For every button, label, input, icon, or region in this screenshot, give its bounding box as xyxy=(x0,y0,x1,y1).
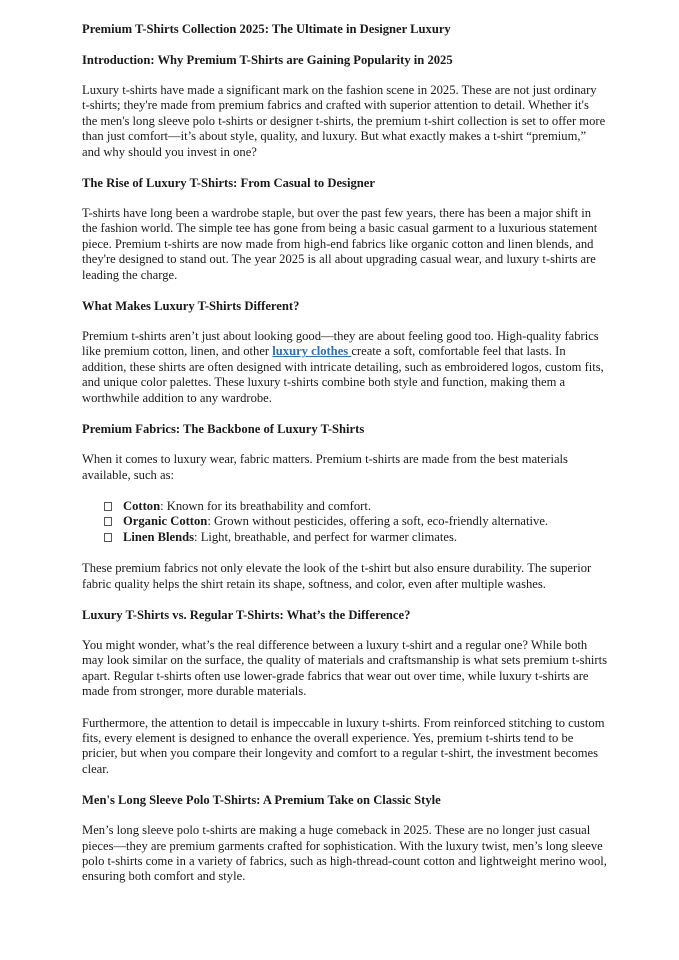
square-bullet-icon xyxy=(104,517,112,526)
fabric-term: Cotton xyxy=(123,498,161,513)
paragraph-different-start: Premium t-shirts aren’t just about looking good—they are about feeling good too. High-quality fabrics like premium cotton, linen, and other xyxy=(82,329,599,359)
list-item xyxy=(104,499,607,514)
paragraph-introduction: Luxury t-shirts have made a significant mark on the fashion scene in 2025. These are not just ordinary t-shirts; they're made from premium fabrics and crafted with superior attention to detail. Whether it's the men's long sleeve polo t-shirts or designer t-shirts, the premium t-shirt collection is set to offer more than just comfort—it’s about style, quality, and luxury. But what exactly makes a t-shirt “premium,” and why should you invest in one? xyxy=(82,83,606,159)
list-item xyxy=(104,530,607,545)
paragraph-rise: T-shirts have long been a wardrobe staple, but over the past few years, there has been a major shift in the fashion world. The simple tee has gone from being a basic casual garment to a luxurious statement piece. Premium t-shirts are now made from high-end fabrics like organic cotton and linen blends, and they're designed to stand out. The year 2025 is all about upgrading casual wear, and luxury t-shirts are leading the charge. xyxy=(82,206,598,282)
paragraph-different xyxy=(82,329,607,406)
fabric-desc: : Known for its breathability and comfort. xyxy=(160,498,371,513)
square-bullet-icon xyxy=(104,533,112,542)
fabric-term: Linen Blends xyxy=(123,529,195,544)
list-item xyxy=(104,514,607,529)
heading-fabrics: Premium Fabrics: The Backbone of Luxury T-Shirts xyxy=(82,422,365,437)
heading-rise: The Rise of Luxury T-Shirts: From Casual to Designer xyxy=(82,176,375,191)
square-bullet-icon xyxy=(104,502,112,511)
paragraph-different-end: create a soft, comfortable feel that lasts. In addition, these shirts are often designed with intricate detailing, such as embroidered logos, custom fits, and unique color palettes. These luxury t-shirts combine both style and function, making them a worthwhile addition to any wardrobe. xyxy=(82,344,604,405)
paragraph-versus-2: Furthermore, the attention to detail is impeccable in luxury t-shirts. From reinforced stitching to custom fits, every element is designed to enhance the overall experience. Yes, premium t-shirts tend to be pricier, but when you compare their longevity and comfort to a regular t-shirt, the investment becomes clear. xyxy=(82,715,605,776)
paragraph-polo: Men’s long sleeve polo t-shirts are making a huge comeback in 2025. These are no longer just casual pieces—they are premium garments crafted for sophistication. With the luxury twist, men’s long sleeve polo t-shirts come in a variety of fabrics, such as high-thread-count cotton and lightweight merino wool, ensuring both comfort and style. xyxy=(82,823,607,884)
fabric-term: Organic Cotton xyxy=(123,514,208,529)
fabric-desc: : Light, breathable, and perfect for warmer climates. xyxy=(194,529,457,544)
luxury-clothes-link[interactable]: luxury clothes xyxy=(272,344,352,359)
paragraph-fabrics-intro: When it comes to luxury wear, fabric matters. Premium t-shirts are made from the best materials available, such as: xyxy=(82,452,568,482)
fabric-list xyxy=(82,499,607,545)
document-title: Premium T-Shirts Collection 2025: The Ultimate in Designer Luxury xyxy=(82,22,451,36)
heading-different: What Makes Luxury T-Shirts Different? xyxy=(82,299,300,314)
heading-introduction: Introduction: Why Premium T-Shirts are Gaining Popularity in 2025 xyxy=(82,53,453,67)
fabric-desc: : Grown without pesticides, offering a soft, eco-friendly alternative. xyxy=(207,514,549,529)
heading-polo: Men's Long Sleeve Polo T-Shirts: A Premium Take on Classic Style xyxy=(82,793,441,808)
paragraph-fabrics-outro: These premium fabrics not only elevate the look of the t-shirt but also ensure durability. The superior fabric quality helps the shirt retain its shape, softness, and color, even after multiple washes. xyxy=(82,561,592,591)
paragraph-versus-1: You might wonder, what’s the real difference between a luxury t-shirt and a regular one? While both may look similar on the surface, the quality of materials and craftsmanship is what sets premium t-shirts apart. Regular t-shirts often use lower-grade fabrics that wear out over time, while luxury t-shirts are made from stronger, more durable materials. xyxy=(82,637,607,699)
heading-versus: Luxury T-Shirts vs. Regular T-Shirts: What’s the Difference? xyxy=(82,607,411,622)
